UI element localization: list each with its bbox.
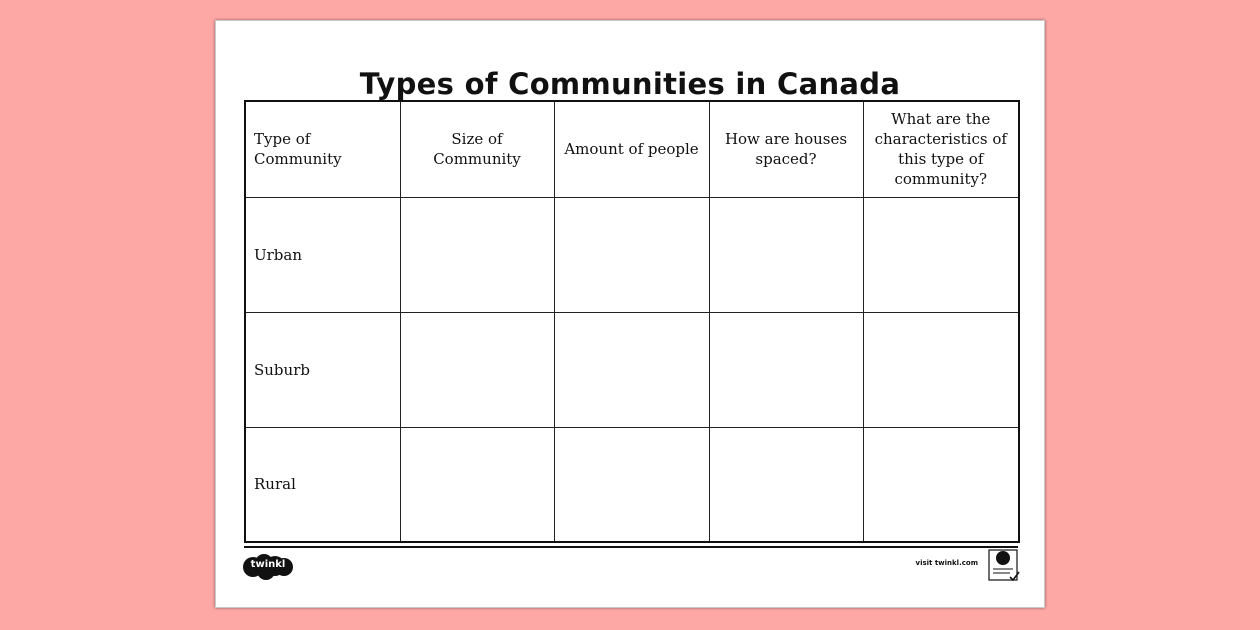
answer-cell[interactable] <box>863 427 1019 542</box>
answer-cell[interactable] <box>554 427 709 542</box>
answer-cell[interactable] <box>863 197 1019 312</box>
answer-cell[interactable] <box>709 427 863 542</box>
communities-table <box>244 100 1020 543</box>
answer-cell[interactable] <box>709 197 863 312</box>
visit-link[interactable]: visit twinkl.com <box>915 559 978 567</box>
header-amount-of-people: Amount of people <box>554 101 709 197</box>
answer-cell[interactable] <box>400 427 554 542</box>
table-row <box>245 312 1019 427</box>
quality-standard-badge-icon <box>988 549 1020 583</box>
logo-text: twinkl <box>250 559 286 570</box>
header-houses-spaced: How are houses spaced? <box>709 101 863 197</box>
row-label-suburb: Suburb <box>245 312 400 427</box>
header-type-of-community: Type of Community <box>245 101 400 197</box>
twinkl-logo-icon <box>242 554 294 580</box>
table-header-row <box>245 101 1019 197</box>
worksheet-page <box>215 20 1045 608</box>
table-row <box>245 197 1019 312</box>
header-characteristics: What are the characteristics of this type of community? <box>863 101 1019 197</box>
answer-cell[interactable] <box>400 312 554 427</box>
table-row <box>245 427 1019 542</box>
worksheet-title: Types of Communities in Canada <box>359 67 901 101</box>
answer-cell[interactable] <box>554 312 709 427</box>
answer-cell[interactable] <box>400 197 554 312</box>
answer-cell[interactable] <box>554 197 709 312</box>
answer-cell[interactable] <box>709 312 863 427</box>
footer-divider <box>244 546 1018 548</box>
row-label-rural: Rural <box>245 427 400 542</box>
header-size-of-community: Size of Community <box>400 101 554 197</box>
answer-cell[interactable] <box>863 312 1019 427</box>
row-label-urban: Urban <box>245 197 400 312</box>
